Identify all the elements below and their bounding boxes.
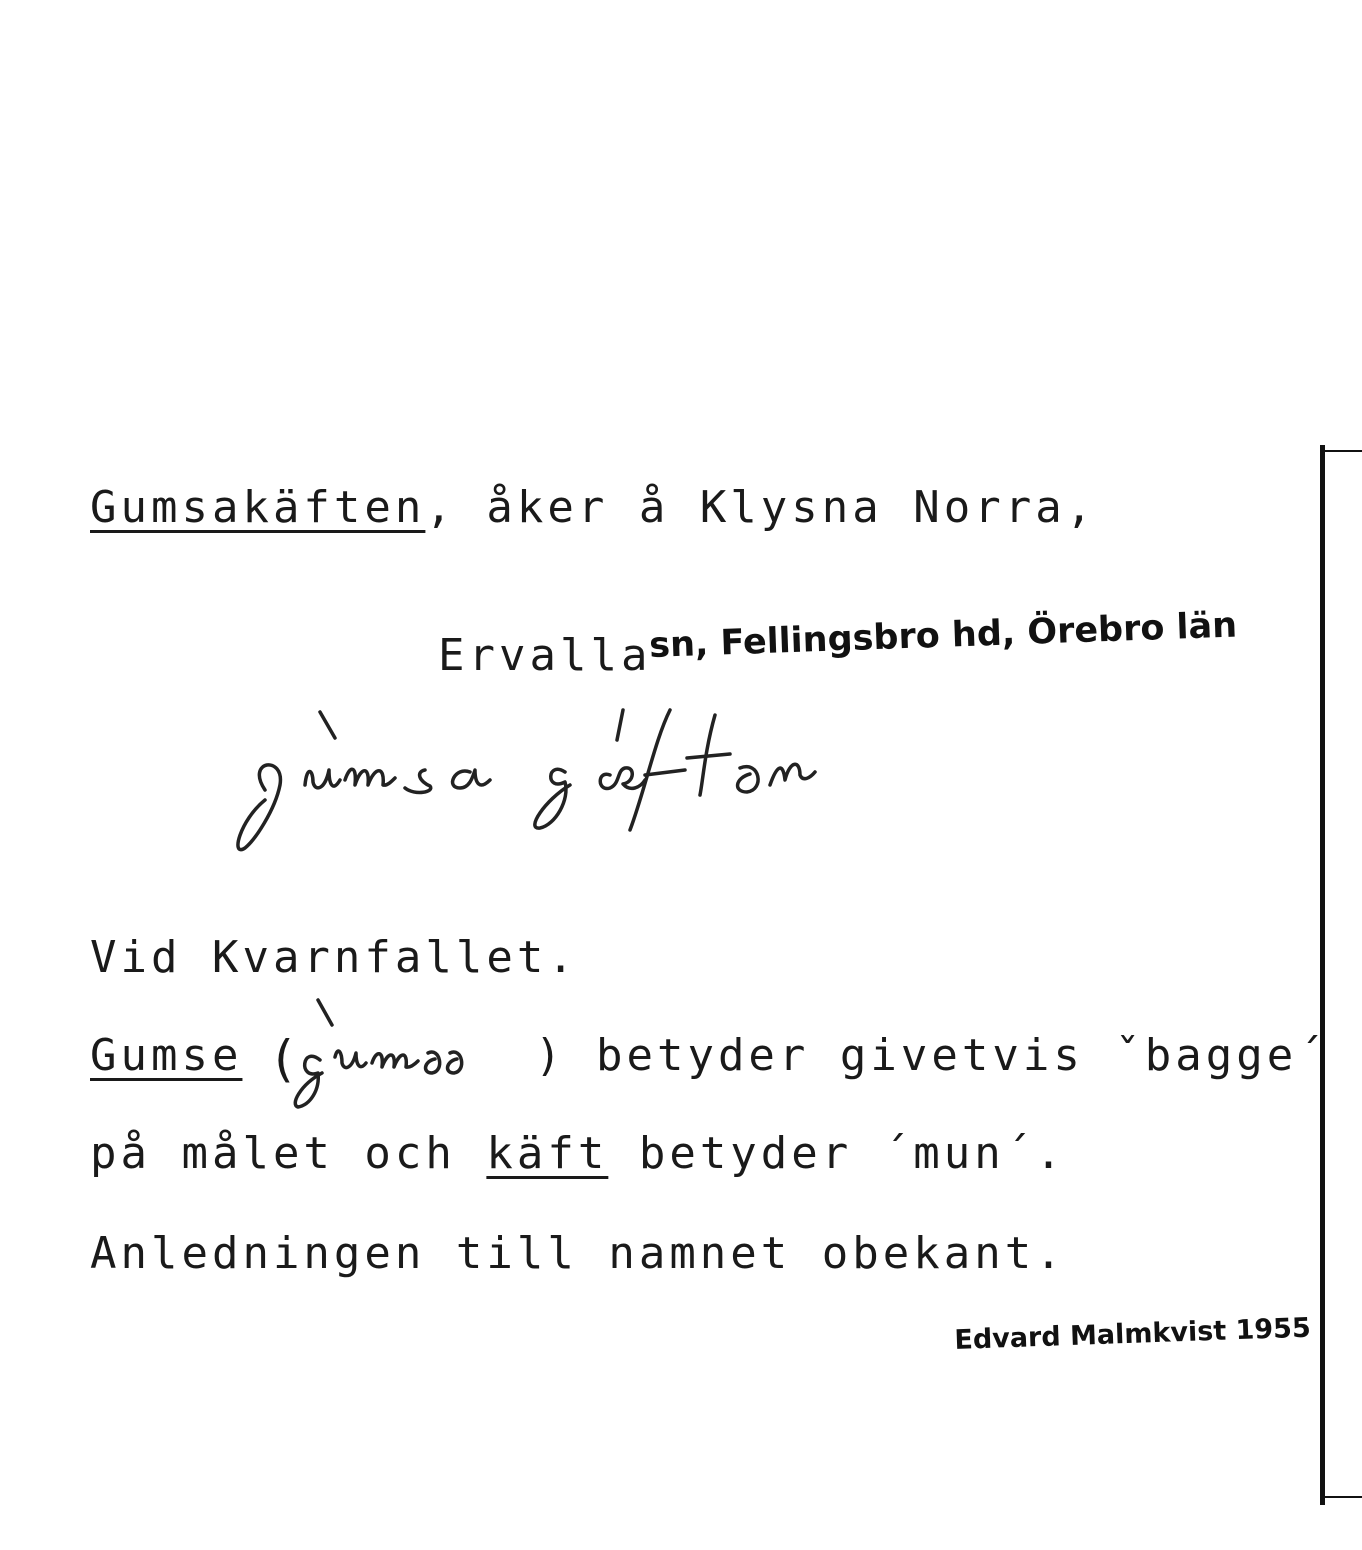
gumse-phonetic-handwriting: [280, 995, 480, 1115]
line-pa-end: betyder ´mun´.: [608, 1128, 1066, 1179]
card-edge-tick-top: [1322, 450, 1362, 452]
phonetic-handwriting: [225, 700, 825, 860]
card-edge-tick-bottom: [1322, 1496, 1362, 1498]
headline-rest: , åker å Klysna Norra,: [425, 482, 1097, 533]
headword: Gumsakäften: [90, 482, 426, 533]
line-pa-start: på målet och: [90, 1128, 487, 1179]
location-stamp: sn, Fellingsbro hd, Örebro län: [648, 605, 1238, 666]
gumse-word: Gumse: [90, 1030, 243, 1081]
kaft-word: käft: [486, 1128, 609, 1179]
line-vid-kvarnfallet: Vid Kvarnfallet.: [90, 932, 578, 983]
line-anledning: Anledningen till namnet obekant.: [90, 1228, 1066, 1279]
signature-stamp: Edvard Malmkvist 1955: [953, 1312, 1312, 1356]
parish-name: Ervalla: [438, 630, 652, 681]
line-gumse: [90, 1030, 242, 1081]
line-pa-malet: [90, 1128, 1066, 1179]
card-edge-rule: [1320, 445, 1325, 1505]
gumse-rest: ) betyder givetvis ˇbagge´: [535, 1030, 1328, 1081]
headline: [90, 482, 1096, 533]
gumse-open-paren: (: [268, 1030, 303, 1088]
